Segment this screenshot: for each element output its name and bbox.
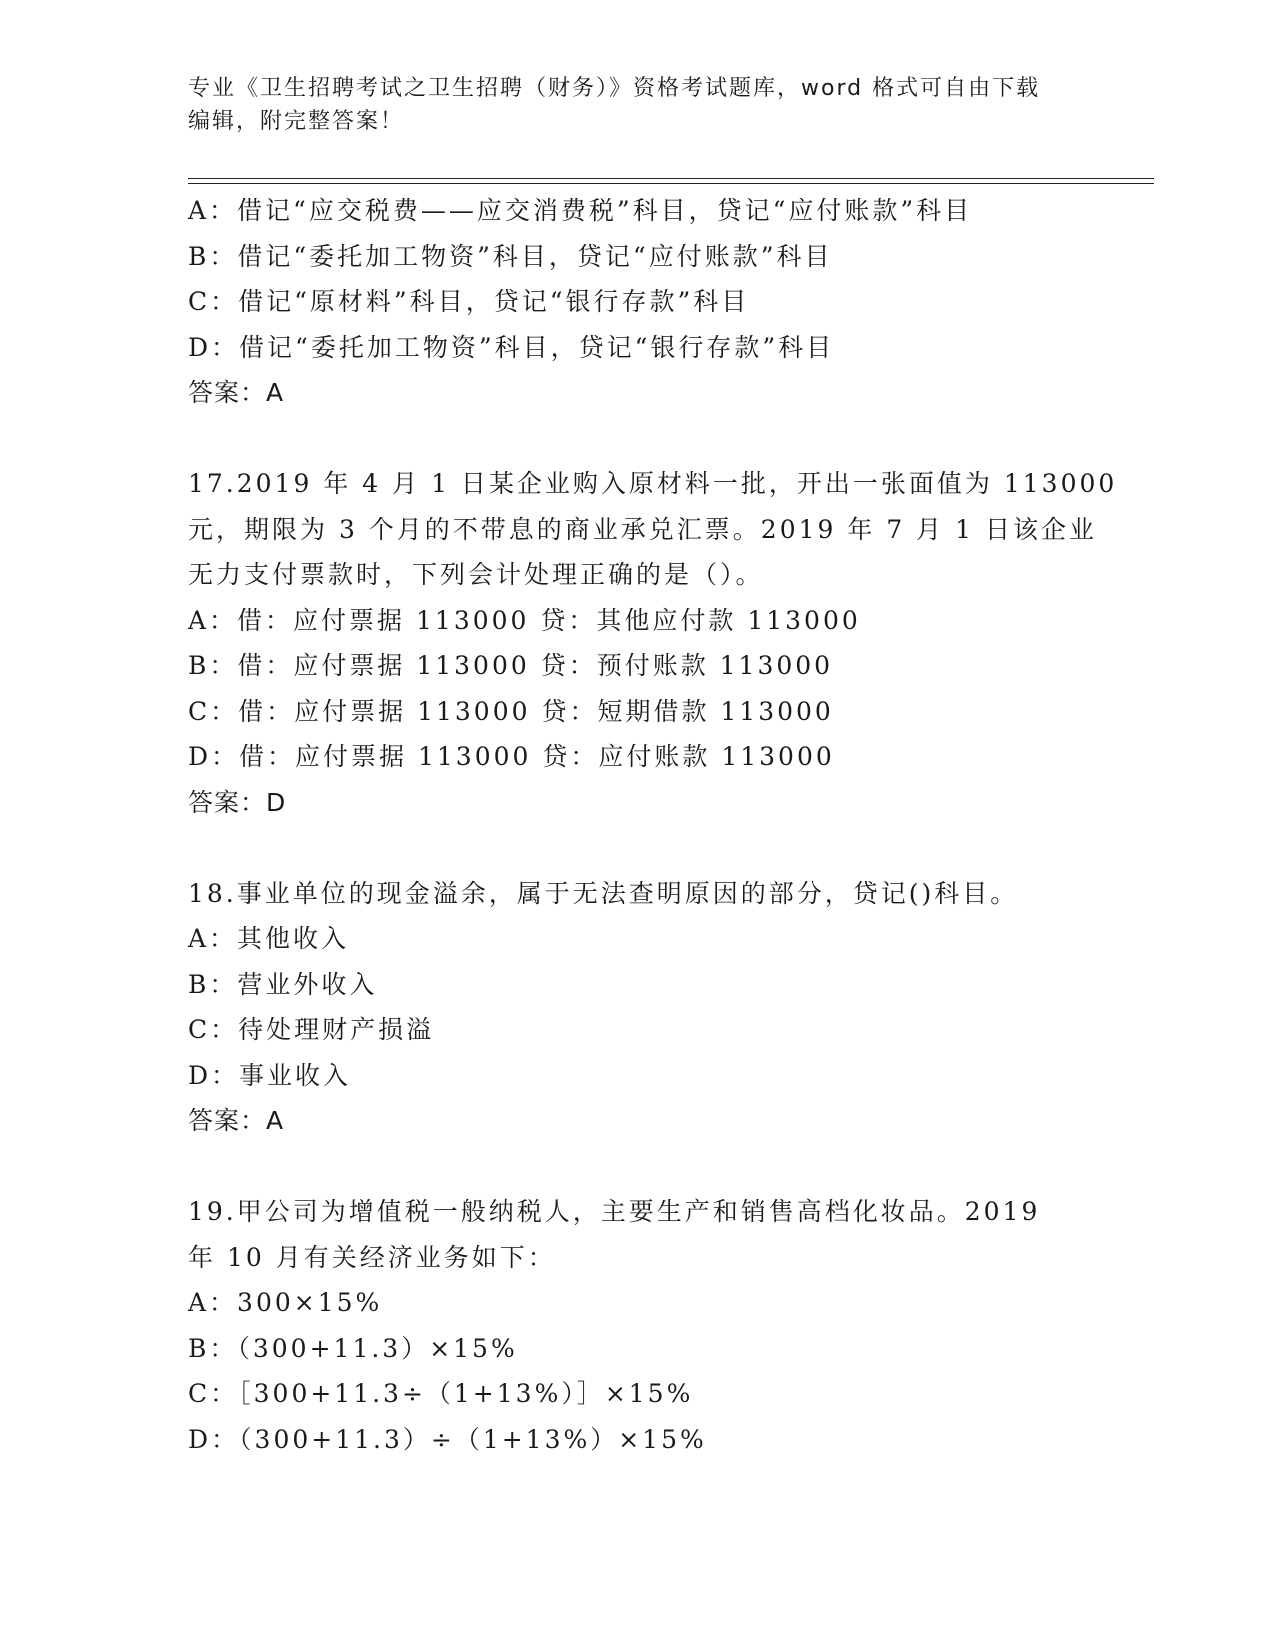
answer-line: 答案：A — [188, 378, 285, 407]
document-header — [188, 72, 1068, 138]
question-stem-line: 18.事业单位的现金溢余，属于无法查明原因的部分，贷记()科目。 — [188, 878, 1019, 908]
spacer — [188, 825, 1088, 871]
question-stem-line: 19.甲公司为增值税一般纳税人，主要生产和销售高档化妆品。2019 — [188, 1197, 1041, 1226]
header-double-rule — [188, 178, 1154, 184]
option-c: C：借：应付票据 113000 贷：短期借款 113000 — [188, 696, 834, 726]
option-b: B：营业外收入 — [188, 969, 378, 999]
option-b: B：借：应付票据 113000 贷：预付账款 113000 — [188, 651, 834, 680]
spacer — [188, 416, 1088, 462]
option-a: A：300×15% — [188, 1288, 383, 1317]
question-16 — [188, 188, 1088, 416]
option-a: A：借记“应交税费——应交消费税”科目，贷记“应付账款”科目 — [188, 196, 973, 225]
question-list — [188, 188, 1118, 1462]
spacer — [188, 1144, 1088, 1190]
option-c: C：借记“原材料”科目，贷记“银行存款”科目 — [188, 287, 750, 316]
option-d: D：事业收入 — [188, 1060, 352, 1090]
option-c: C：［300+11.3÷（1+13%）］×15% — [188, 1379, 694, 1408]
header-line-1: 专业《卫生招聘考试之卫生招聘（财务）》资格考试题库，word 格式可自由下载 — [188, 76, 1041, 101]
option-b: B：（300+11.3）×15% — [188, 1333, 518, 1363]
answer-line: 答案：D — [188, 787, 287, 817]
option-a: A：其他收入 — [188, 924, 350, 953]
option-c: C：待处理财产损溢 — [188, 1015, 435, 1044]
question-stem-line: 17.2019 年 4 月 1 日某企业购入原材料一批，开出一张面值为 113000 — [188, 469, 1118, 498]
question-17 — [188, 461, 1118, 825]
question-19 — [188, 1189, 1088, 1462]
option-a: A：借：应付票据 113000 贷：其他应付款 113000 — [188, 605, 861, 635]
question-stem-line: 元，期限为 3 个月的不带息的商业承兑汇票。2019 年 7 月 1 日该企业 — [188, 514, 1097, 544]
option-b: B：借记“委托加工物资”科目，贷记“应付账款”科目 — [188, 241, 833, 271]
answer-line: 答案：A — [188, 1106, 285, 1135]
option-d: D：借：应付票据 113000 贷：应付账款 113000 — [188, 742, 835, 771]
option-d: D：借记“委托加工物资”科目，贷记“银行存款”科目 — [188, 332, 835, 362]
question-stem-line: 无力支付票款时，下列会计处理正确的是（）。 — [188, 560, 764, 589]
question-18 — [188, 871, 1088, 1144]
header-line-2: 编辑，附完整答案！ — [188, 109, 405, 134]
option-d: D：（300+11.3）÷（1+13%）×15% — [188, 1424, 707, 1454]
question-stem-line: 年 10 月有关经济业务如下： — [188, 1242, 556, 1272]
